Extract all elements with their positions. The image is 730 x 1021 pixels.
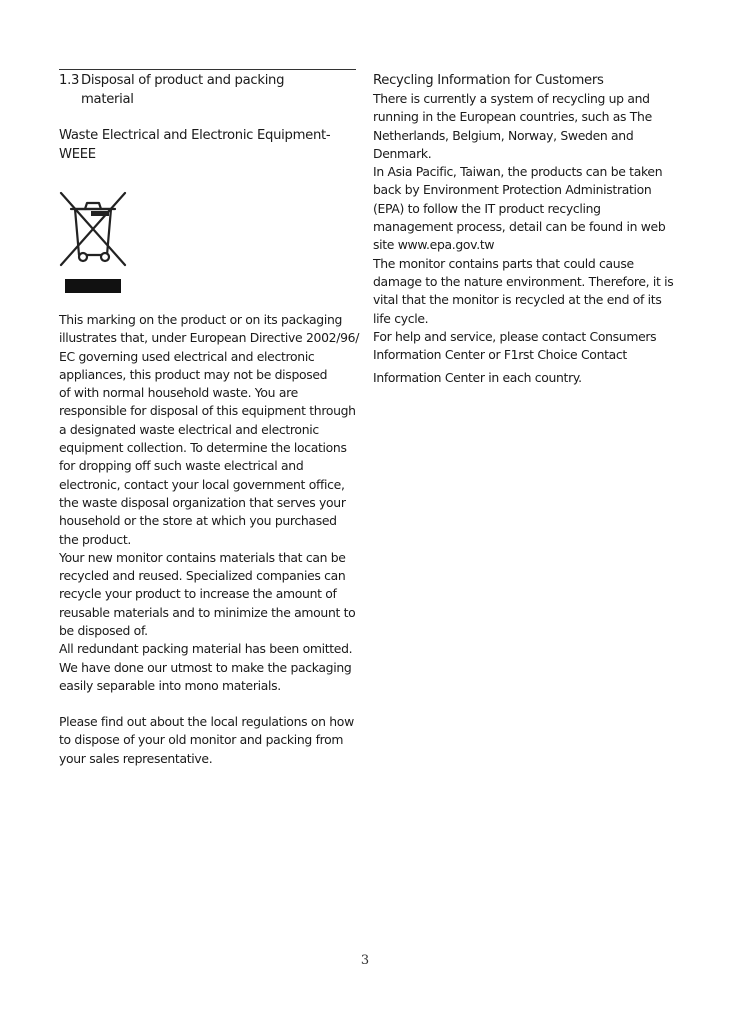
weee-heading-line: Waste Electrical and Electronic Equipment-: [59, 128, 331, 143]
text-line: recycled and reused. Specialized companies can: [59, 568, 346, 584]
recycling-paragraph: [373, 90, 673, 364]
text-line: Netherlands, Belgium, Norway, Sweden and: [373, 127, 634, 143]
text-line: Your new monitor contains materials that can be: [59, 549, 346, 565]
text-line: There is currently a system of recycling up and: [373, 91, 650, 106]
text-line: The monitor contains parts that could cause: [373, 255, 634, 271]
text-line: life cycle.: [373, 310, 429, 326]
text-line: running in the European countries, such as The: [373, 109, 652, 125]
text-line: household or the store at which you purchased: [59, 513, 337, 529]
text-line: In Asia Pacific, Taiwan, the products can be taken: [373, 164, 663, 180]
text-line: Information Center or F1rst Choice Contact: [373, 347, 627, 363]
text-line: be disposed of.: [59, 623, 148, 639]
section-number: 1.3: [59, 73, 80, 88]
text-line: (EPA) to follow the IT product recycling: [373, 200, 601, 216]
text-line: This marking on the product or on its packaging: [59, 312, 343, 327]
text-line: Please find out about the local regulations on how: [59, 714, 354, 729]
text-line: site www.epa.gov.tw: [373, 237, 495, 253]
text-line: vital that the monitor is recycled at the end of its: [373, 292, 662, 308]
weee-heading: [59, 126, 359, 164]
text-line: back by Environment Protection Administration: [373, 182, 652, 198]
text-line: appliances, this product may not be disposed: [59, 366, 328, 382]
section-rule: [59, 69, 356, 70]
section-title-line1: Disposal of product and packing: [81, 73, 285, 88]
text-line: responsible for disposal of this equipment through: [59, 403, 356, 419]
regulations-paragraph: [59, 713, 359, 768]
section-title-line2: material: [81, 92, 134, 107]
text-line: equipment collection. To determine the locations: [59, 440, 347, 456]
text-line: illustrates that, under European Directive 2002/96/: [59, 330, 360, 346]
text-line: easily separable into mono materials.: [59, 677, 281, 693]
recycling-paragraph-end: [373, 369, 673, 387]
crossed-out-wheelie-bin-icon: [57, 189, 129, 269]
text-line: of with normal household waste. You are: [59, 385, 298, 401]
text-line: management process, detail can be found in web: [373, 219, 666, 235]
text-line: reusable materials and to minimize the amount to: [59, 604, 356, 620]
text-line: For help and service, please contact Consumers: [373, 328, 657, 344]
weee-bar: [65, 279, 121, 293]
text-line: to dispose of your old monitor and packing from: [59, 732, 344, 748]
recycling-heading: Recycling Information for Customers: [373, 73, 604, 88]
text-line: for dropping off such waste electrical and: [59, 458, 304, 474]
text-line: electronic, contact your local government office,: [59, 476, 345, 492]
page-number: 3: [360, 953, 370, 968]
text-line: Information Center in each country.: [373, 370, 582, 385]
text-line: Denmark.: [373, 145, 432, 161]
section-heading: [59, 71, 359, 109]
text-line: the product.: [59, 531, 132, 547]
disposal-paragraph: [59, 311, 359, 695]
text-line: your sales representative.: [59, 750, 213, 766]
weee-heading-line: WEEE: [59, 147, 96, 162]
text-line: a designated waste electrical and electronic: [59, 421, 319, 437]
text-line: We have done our utmost to make the packaging: [59, 659, 352, 675]
text-line: damage to the nature environment. Therefore, it is: [373, 273, 674, 289]
text-line: All redundant packing material has been omitted.: [59, 641, 353, 657]
text-line: the waste disposal organization that serves your: [59, 494, 346, 510]
text-line: recycle your product to increase the amount of: [59, 586, 337, 602]
text-line: EC governing used electrical and electronic: [59, 348, 315, 364]
